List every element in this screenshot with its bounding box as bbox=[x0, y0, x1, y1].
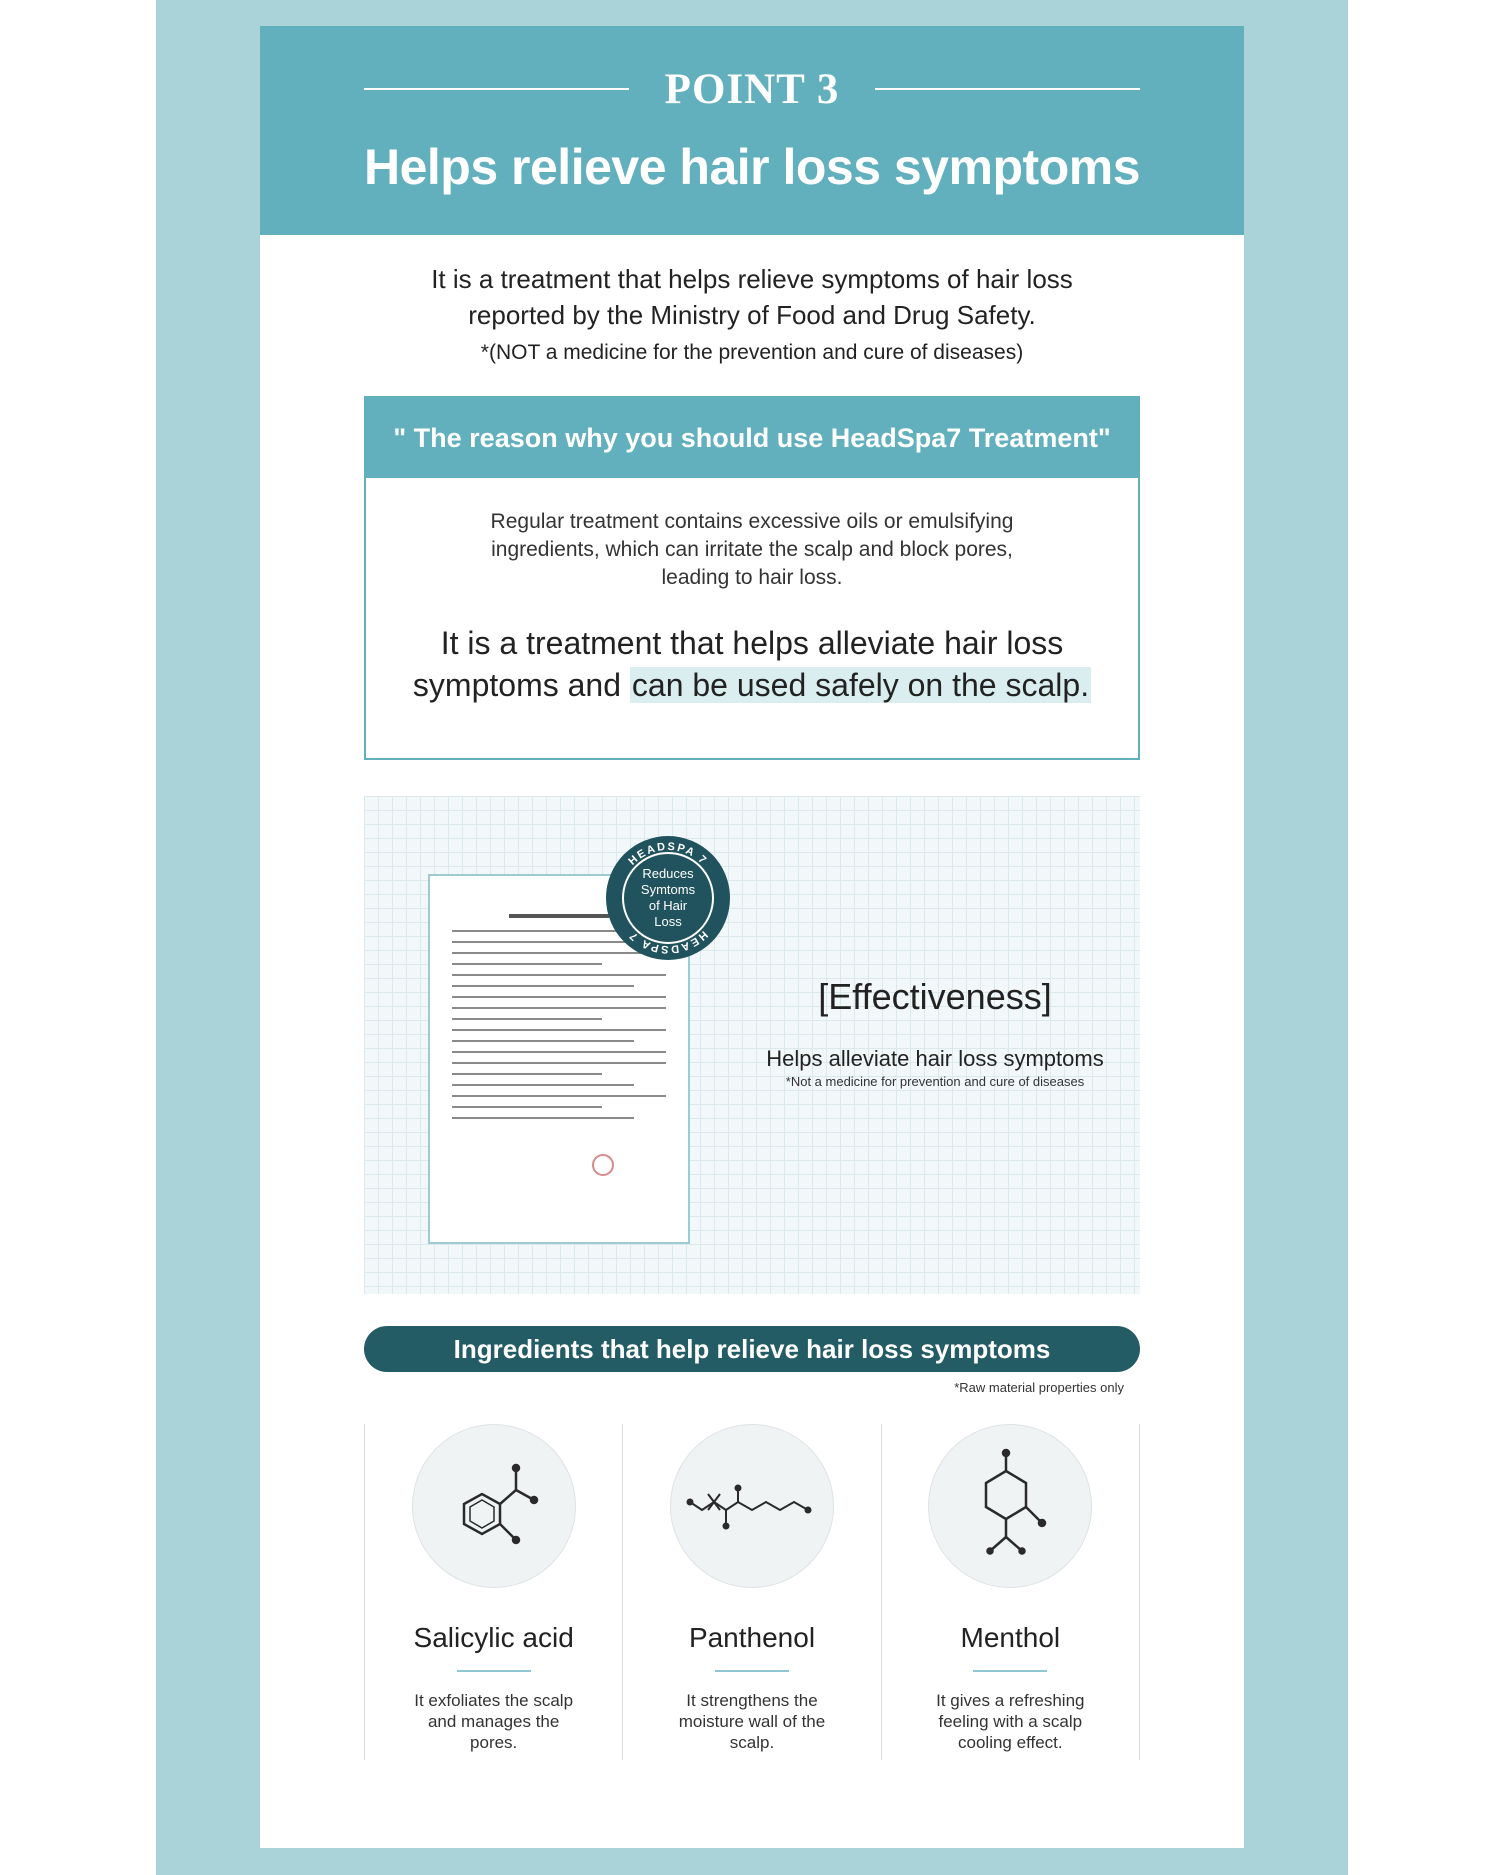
ingredient-name: Panthenol bbox=[688, 1622, 816, 1653]
reason-big-line-2-plain: symptoms and bbox=[412, 667, 630, 703]
reason-big-line-2 bbox=[366, 664, 1138, 706]
salicylic-acid-molecule-icon bbox=[412, 1424, 576, 1588]
ingredient-menthol bbox=[881, 1424, 1140, 1760]
reason-heading: " The reason why you should use HeadSpa7 Treatment" bbox=[366, 398, 1138, 478]
seal-line-2: Symtoms bbox=[640, 882, 696, 897]
svg-text:HEADSPA 7: HEADSPA 7 bbox=[626, 928, 710, 956]
effectiveness-note: *Not a medicine for prevention and cure of diseases bbox=[785, 1074, 1085, 1089]
ingredients-banner: Ingredients that help relieve hair loss symptoms bbox=[364, 1326, 1140, 1372]
effectiveness-panel bbox=[364, 796, 1140, 1294]
reason-small-line-3: leading to hair loss. bbox=[661, 566, 843, 589]
point-row bbox=[364, 64, 1140, 114]
reason-small-line-1: Regular treatment contains excessive oils or emulsifying bbox=[490, 510, 1014, 533]
ingredient-description: It gives a refreshing feeling with a scalp cooling effect. bbox=[936, 1691, 1085, 1752]
ingredient-panthenol bbox=[622, 1424, 880, 1760]
ingredients-note: *Raw material properties only bbox=[954, 1380, 1124, 1395]
page-title: Helps relieve hair loss symptoms bbox=[363, 139, 1141, 195]
ingredient-divider bbox=[973, 1670, 1047, 1672]
header-banner bbox=[260, 26, 1244, 235]
info-card bbox=[260, 26, 1244, 1848]
ingredients-list bbox=[364, 1424, 1140, 1760]
reason-big-line-1: It is a treatment that helps alleviate hair loss bbox=[440, 625, 1064, 661]
ingredient-description: It exfoliates the scalp and manages the pores. bbox=[414, 1691, 574, 1752]
divider-line-right bbox=[875, 88, 1140, 90]
menthol-molecule-icon bbox=[928, 1424, 1092, 1588]
reason-highlight: can be used safely on the scalp. bbox=[631, 667, 1090, 703]
point-label: POINT 3 bbox=[664, 65, 840, 113]
svg-text:HEADSPA 7: HEADSPA 7 bbox=[626, 840, 710, 868]
intro-text bbox=[260, 261, 1244, 371]
certification-seal bbox=[606, 836, 730, 960]
ingredient-name: Salicylic acid bbox=[413, 1622, 574, 1653]
effectiveness-subtitle: Helps alleviate hair loss symptoms bbox=[766, 1046, 1104, 1071]
reason-big-text bbox=[366, 622, 1138, 706]
reason-small-line-2: ingredients, which can irritate the scalp and block pores, bbox=[491, 538, 1013, 561]
seal-line-1: Reduces bbox=[642, 866, 694, 881]
divider-line-left bbox=[364, 88, 629, 90]
intro-note: *(NOT a medicine for the prevention and cure of diseases) bbox=[480, 341, 1024, 364]
ingredient-divider bbox=[715, 1670, 789, 1672]
panthenol-molecule-icon bbox=[670, 1424, 834, 1588]
effectiveness-title: [Effectiveness] bbox=[818, 976, 1052, 1017]
ingredient-salicylic-acid bbox=[364, 1424, 622, 1760]
seal-ring-text bbox=[606, 836, 730, 960]
reason-body bbox=[366, 478, 1138, 706]
intro-line-2: reported by the Ministry of Food and Drug Safety. bbox=[468, 300, 1036, 330]
ingredient-description: It strengthens the moisture wall of the scalp. bbox=[678, 1691, 826, 1752]
seal-line-4: Loss bbox=[654, 914, 682, 929]
seal-line-3: of Hair bbox=[648, 898, 688, 913]
intro-line-1: It is a treatment that helps relieve symptoms of hair loss bbox=[431, 264, 1073, 294]
reason-box bbox=[364, 396, 1140, 760]
effectiveness-text bbox=[750, 976, 1120, 1089]
ingredient-divider bbox=[457, 1670, 531, 1672]
ingredient-name: Menthol bbox=[960, 1622, 1061, 1653]
red-stamp-icon bbox=[592, 1154, 614, 1176]
